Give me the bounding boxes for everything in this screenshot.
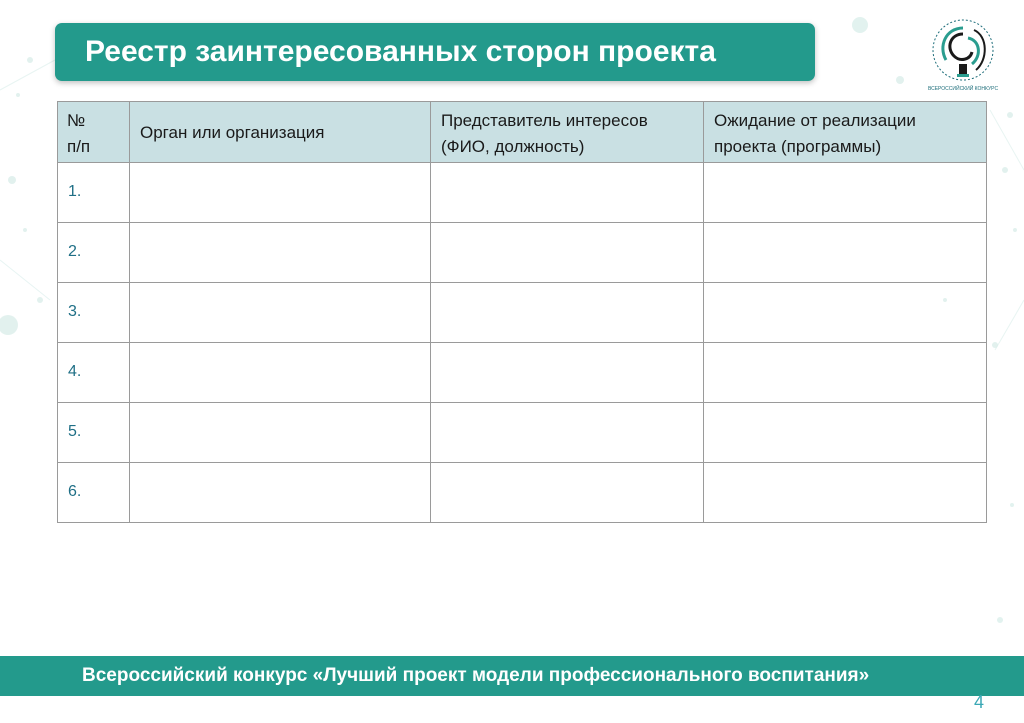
- header-number-line2: п/п: [67, 137, 91, 156]
- table-header-row: [58, 102, 987, 163]
- header-representative: [431, 102, 704, 163]
- expectation-cell[interactable]: [704, 163, 987, 223]
- row-number: 1.: [68, 183, 82, 200]
- header-representative-line2: (ФИО, должность): [441, 137, 585, 156]
- representative-cell[interactable]: [431, 403, 704, 463]
- representative-cell[interactable]: [431, 463, 704, 523]
- representative-cell[interactable]: [431, 223, 704, 283]
- header-organization-label: Орган или организация: [140, 123, 325, 142]
- organization-cell[interactable]: [130, 163, 431, 223]
- contest-logo: [928, 16, 998, 96]
- row-number: 6.: [68, 483, 82, 500]
- row-number-cell: [58, 403, 130, 463]
- organization-cell[interactable]: [130, 463, 431, 523]
- row-number: 4.: [68, 363, 82, 380]
- title-banner: [55, 23, 815, 81]
- header-representative-line1: Представитель интересов: [441, 111, 648, 130]
- header-organization: [130, 102, 431, 163]
- slide-title: Реестр заинтересованных сторон проекта: [85, 35, 716, 68]
- header-number-line1: №: [67, 111, 86, 130]
- row-number-cell: [58, 163, 130, 223]
- table-row: [58, 283, 987, 343]
- representative-cell[interactable]: [431, 283, 704, 343]
- organization-cell[interactable]: [130, 223, 431, 283]
- representative-cell[interactable]: [431, 163, 704, 223]
- header-number: [58, 102, 130, 163]
- logo-caption: ВСЕРОССИЙСКИЙ КОНКУРС: [928, 86, 998, 92]
- row-number-cell: [58, 223, 130, 283]
- footer-banner: [0, 656, 1024, 696]
- representative-cell[interactable]: [431, 343, 704, 403]
- page-number: 4: [973, 692, 984, 712]
- expectation-cell[interactable]: [704, 343, 987, 403]
- organization-cell[interactable]: [130, 343, 431, 403]
- header-expectation: [704, 102, 987, 163]
- table-row: [58, 463, 987, 523]
- expectation-cell[interactable]: [704, 463, 987, 523]
- table-row: [58, 403, 987, 463]
- row-number-cell: [58, 343, 130, 403]
- table-row: [58, 343, 987, 403]
- header-expectation-line1: Ожидание от реализации: [714, 111, 916, 130]
- header-expectation-line2: проекта (программы): [714, 137, 882, 156]
- footer-text: Всероссийский конкурс «Лучший проект модели профессионального воспитания»: [82, 665, 870, 686]
- row-number-cell: [58, 283, 130, 343]
- stakeholder-register-table: [57, 101, 986, 523]
- table-row: [58, 163, 987, 223]
- organization-cell[interactable]: [130, 283, 431, 343]
- row-number: 2.: [68, 243, 82, 260]
- organization-cell[interactable]: [130, 403, 431, 463]
- row-number: 5.: [68, 423, 82, 440]
- table-row: [58, 223, 987, 283]
- expectation-cell[interactable]: [704, 223, 987, 283]
- row-number-cell: [58, 463, 130, 523]
- expectation-cell[interactable]: [704, 403, 987, 463]
- contest-emblem-icon: [928, 16, 998, 96]
- row-number: 3.: [68, 303, 82, 320]
- expectation-cell[interactable]: [704, 283, 987, 343]
